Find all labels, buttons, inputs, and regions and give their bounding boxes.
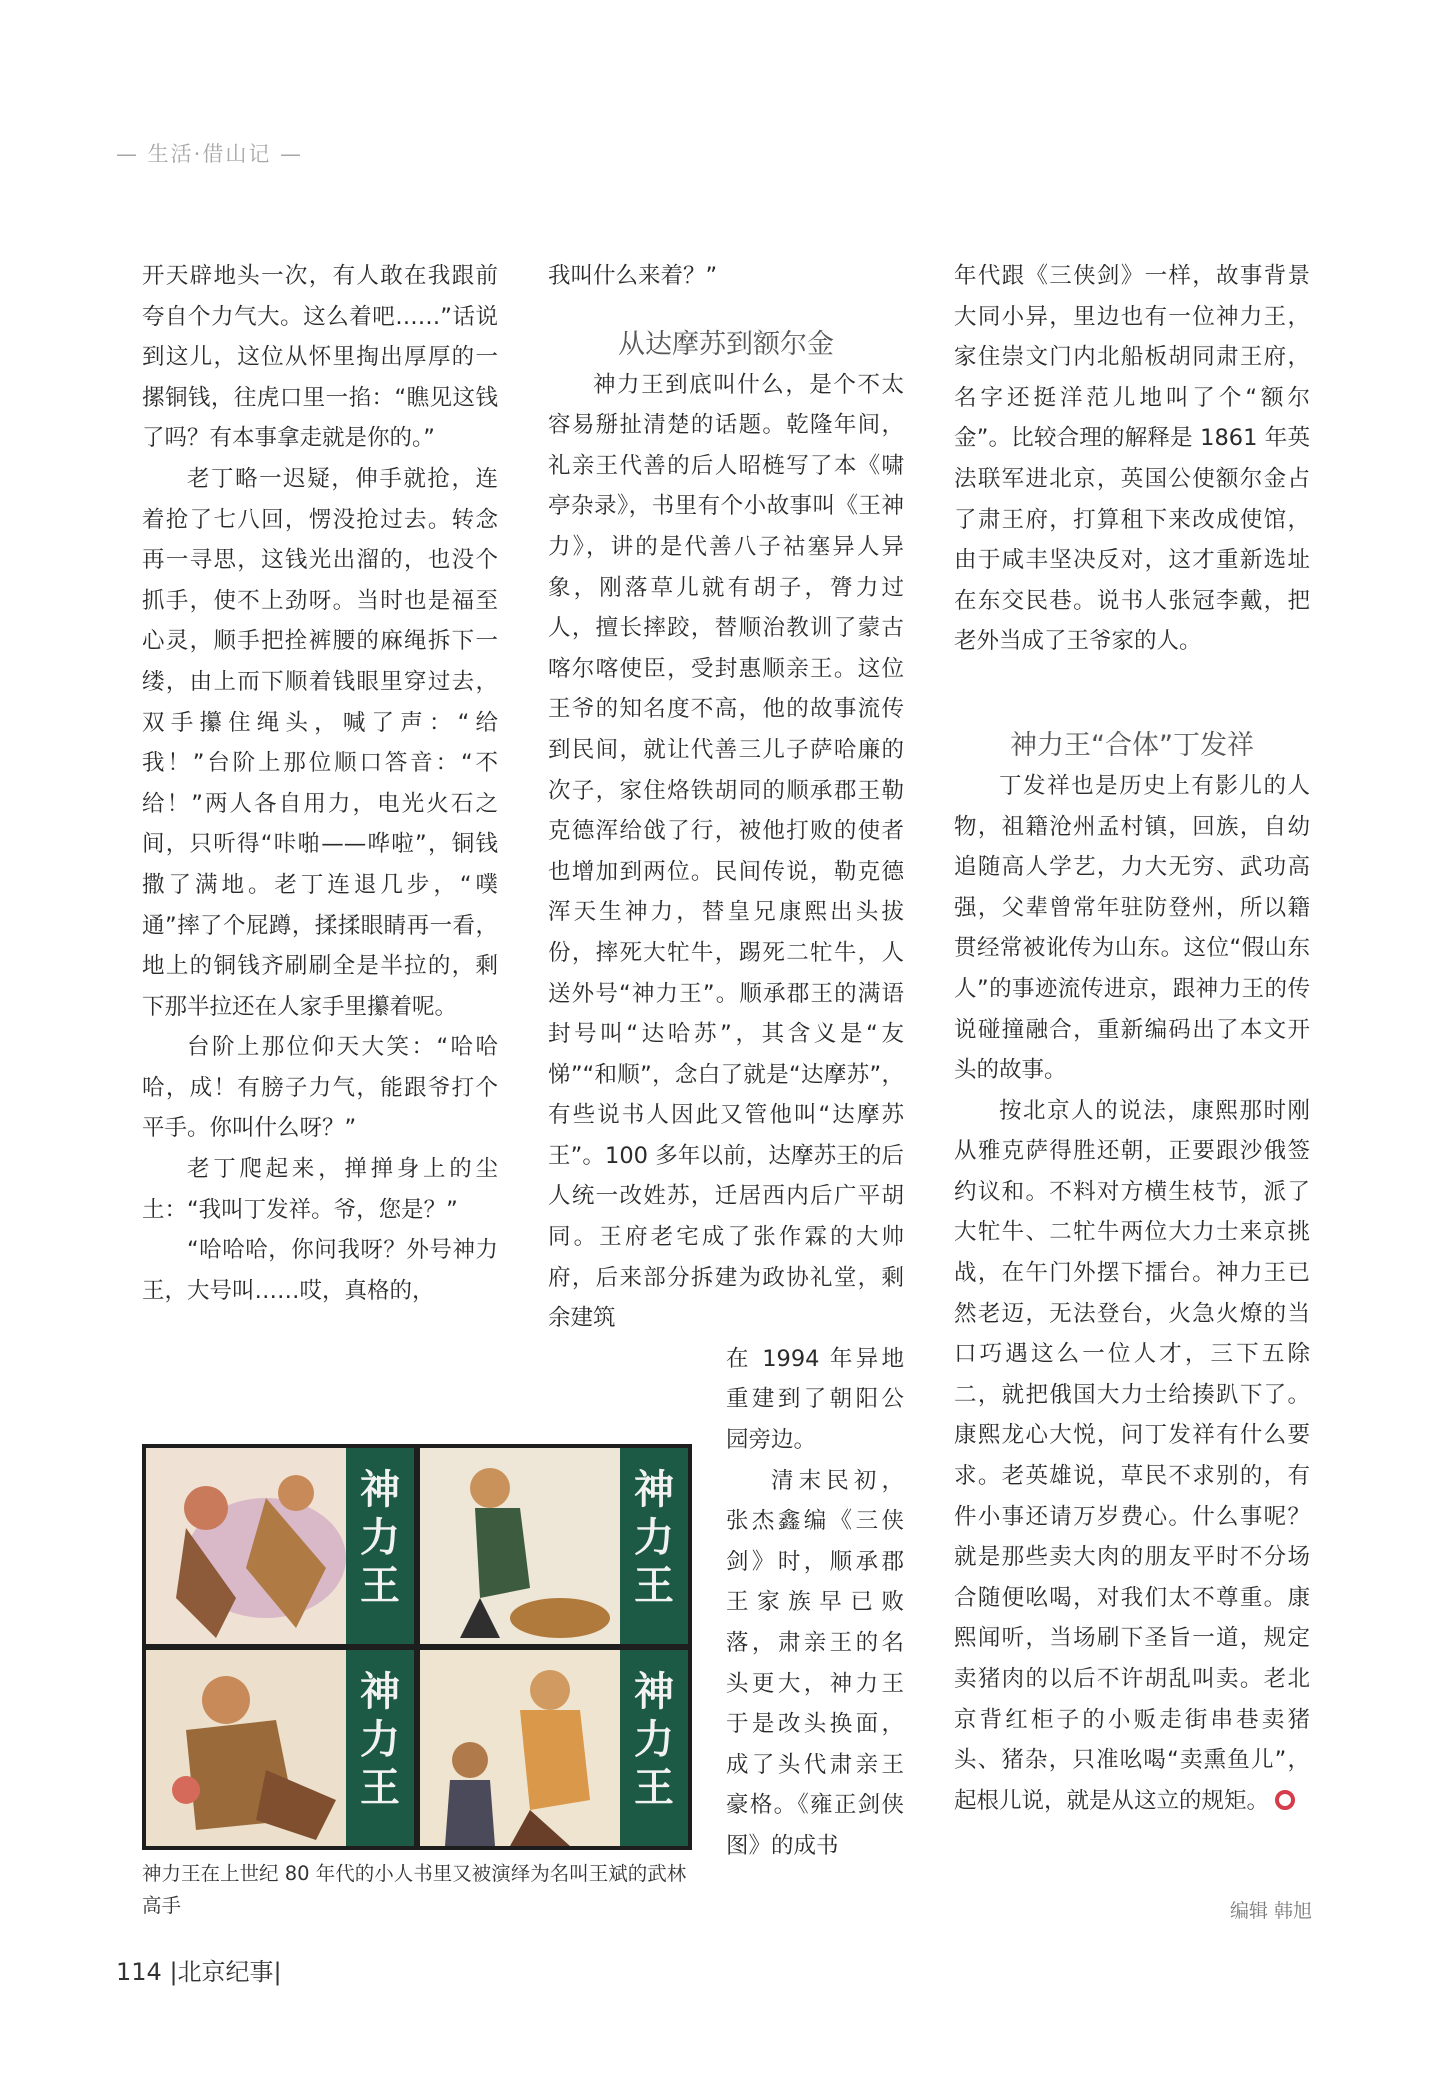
comic-cover <box>420 1448 688 1644</box>
cover-title: 神力王 <box>360 1668 400 1811</box>
paragraph: 我叫什么来着？” <box>548 263 718 289</box>
page-folio: 114 |北京纪事| <box>116 1958 282 1986</box>
paragraph: 丁发祥也是历史上有影儿的人物，祖籍沧州孟村镇，回族，自幼追随高人学艺，力大无穷、武功高强，父辈曾常年驻防登州，所以籍贯经常被讹传为山东。这位“假山东人”的事迹流传进京，跟神力王的传说碰撞融合，重新编码出了本文开头的故事。 <box>954 772 1310 1084</box>
wrapped-text <box>726 1339 904 1867</box>
illustration-fighters <box>146 1650 346 1846</box>
cover-title: 神力王 <box>634 1668 674 1811</box>
paragraph: 年代跟《三侠剑》一样，故事背景大同小异，里边也有一位神力王，家住崇文门内北船板胡同肃王府，名字还挺洋范儿地叫了个“额尔金”。比较合理的解释是 1861 年英法联军进北京，英国公使额尔金占了肃王府，打算租下来改成使馆，由于咸丰坚决反对，这才重新选址在东交民巷。说书人张冠李戴，把老外当成了王爷家的人。 <box>954 263 1310 655</box>
cover-title: 神力王 <box>634 1466 674 1609</box>
subheading: 神力王“合体”丁发祥 <box>1010 729 1254 761</box>
cover-title-band <box>620 1650 688 1846</box>
paragraph: 老丁爬起来，掸掸身上的尘土：“我叫丁发祥。爷，您是？” <box>142 1156 498 1223</box>
paragraph: 在 1994 年异地重建到了朝阳公园旁边。 <box>726 1345 904 1454</box>
paragraph <box>954 1091 1310 1822</box>
cover-title-band <box>346 1650 414 1846</box>
paragraph: 台阶上那位仰天大笑：“哈哈哈，成！有膀子力气，能跟爷打个平手。你叫什么呀？” <box>142 1034 498 1142</box>
comic-cover <box>146 1650 414 1846</box>
paragraph: 神力王到底叫什么，是个不太容易掰扯清楚的话题。乾隆年间，礼亲王代善的后人昭梿写了本《啸亭杂录》，书里有个小故事叫《王神力》，讲的是代善八子祜塞异人异象，刚落草儿就有胡子，膂力过人，擅长摔跤，替顺治教训了蒙古喀尔喀使臣，受封惠顺亲王。这位王爷的知名度不高，他的故事流传到民间，就让代善三儿子萨哈廉的次子，家住烙铁胡同的顺承郡王勒克德浑给戗了行，被他打败的使者也增加到两位。民间传说，勒克德浑天生神力，替皇兄康熙出头拔份，摔死大牤牛，踢死二牤牛，人送外号“神力王”。顺承郡王的满语封号叫“达哈苏”，其含义是“友悌”“和顺”，念白了就是“达摩苏”，有些说书人因此又管他叫“达摩苏王”。100 多年以前，达摩苏王的后人统一改姓苏，迁居西内后广平胡同。王府老宅成了张作霖的大帅府，后来部分拆建为政协礼堂，剩余建筑 <box>548 371 904 1332</box>
paragraph-text: 按北京人的说法，康熙那时刚从雅克萨得胜还朝，正要跟沙俄签约议和。不料对方横生枝节，派了大牤牛、二牤牛两位大力士来京挑战，在午门外摆下擂台。神力王已然老迈，无法登台，火急火燎的当口巧遇这么一位人才，三下五除二，就把俄国大力士给揍趴下了。康熙龙心大悦，问丁发祥有什么要求。老英雄说，草民不求别的，有件小事还请万岁费心。什么事呢？就是那些卖大肉的朋友平时不分场合随便吆喝，对我们太不尊重。康熙闻听，当场刷下圣旨一道，规定卖猪肉的以后不许胡乱叫卖。老北京背红柜子的小贩走街串巷卖猪头、猪杂，只准吆喝“卖熏鱼儿”，起根儿说，就是从这立的规矩。 <box>954 1097 1310 1814</box>
column-1 <box>142 256 498 1311</box>
comic-cover <box>146 1448 414 1644</box>
illustration-fighters <box>420 1650 620 1846</box>
cover-title-band <box>620 1448 688 1644</box>
editor-credit: 编辑 韩旭 <box>1230 1900 1313 1922</box>
section-header: — 生活·借山记 — <box>116 142 304 166</box>
photo-caption: 神力王在上世纪 80 年代的小人书里又被演绎为名叫王斌的武林高手 <box>142 1862 687 1917</box>
paragraph: 清末民初，张杰鑫编《三侠剑》时，顺承郡王家族早已败落，肃亲王的名头更大，神力王于是改头换面，成了头代肃亲王豪格。《雍正剑侠图》的成书 <box>726 1467 904 1859</box>
paragraph: 老丁略一迟疑，伸手就抢，连着抢了七八回，愣没抢过去。转念再一寻思，这钱光出溜的，也没个抓手，使不上劲呀。当时也是福至心灵，顺手把拴裤腰的麻绳拆下一缕，由上而下顺着钱眼里穿过去，双手攥住绳头，喊了声：“给我！”台阶上那位顺口答音：“不给！”两人各自用力，电光火石之间，只听得“咔啪——哗啦”，铜钱撒了满地。老丁连退几步，“噗通”摔了个屁蹲，揉揉眼睛再一看，地上的铜钱齐刷刷全是半拉的，剩下那半拉还在人家手里攥着呢。 <box>142 465 498 1020</box>
cover-title: 神力王 <box>360 1466 400 1609</box>
comic-cover <box>420 1650 688 1846</box>
illustration-fighters <box>146 1448 346 1644</box>
comic-book-photo <box>142 1444 692 1850</box>
cover-title-band <box>346 1448 414 1644</box>
paragraph: “哈哈哈，你问我呀？外号神力王，大号叫……哎，真格的， <box>142 1237 498 1304</box>
paragraph: 开天辟地头一次，有人敢在我跟前夸自个力气大。这么着吧……”话说到这儿，这位从怀里掏出厚厚的一摞铜钱，往虎口里一掐：“瞧见这钱了吗？有本事拿走就是你的。” <box>142 263 498 452</box>
end-mark-icon <box>1275 1790 1295 1810</box>
subheading: 从达摩苏到额尔金 <box>618 328 834 360</box>
illustration-fighters <box>420 1448 620 1644</box>
column-3 <box>954 256 1310 1821</box>
